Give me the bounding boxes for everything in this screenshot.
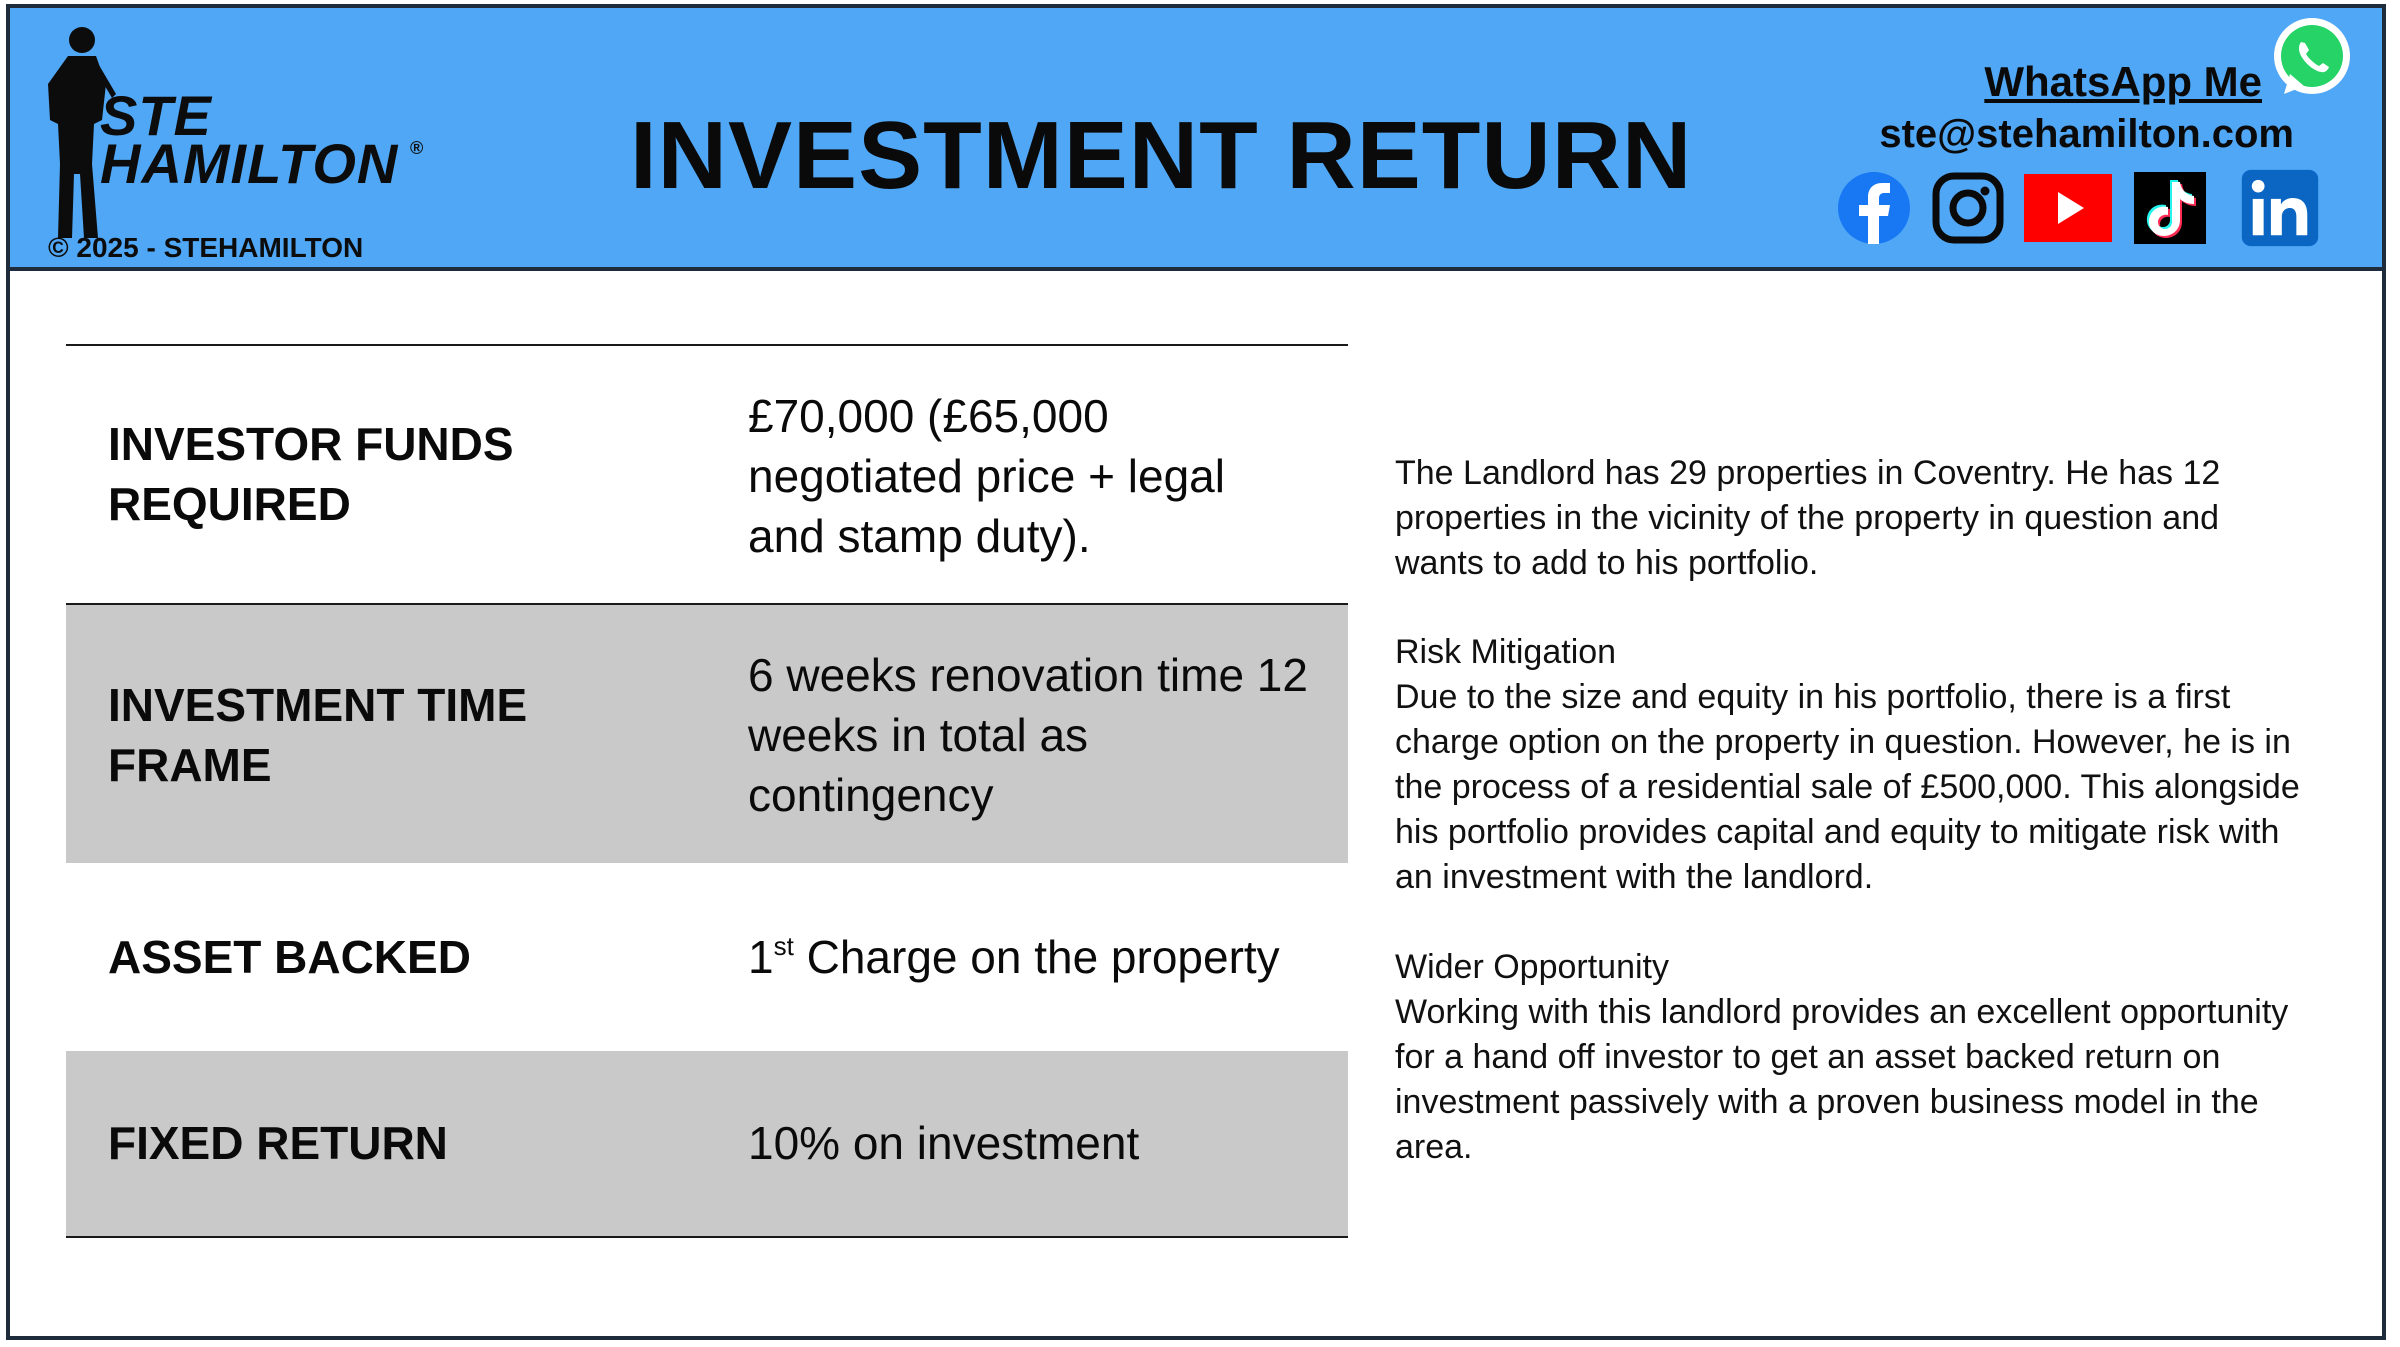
risk-mitigation-heading: Risk Mitigation [1395,633,1617,671]
table-bottom-rule [66,1236,1348,1238]
row-value-fixed-return: 10% on investment [748,1117,1140,1169]
table-row [66,346,1348,604]
row-value-time-frame: 6 weeks renovation time 12 weeks in total as contingency [748,649,1308,821]
value-ordinal: 1 [748,931,774,983]
value-ordinal-suffix: st [773,931,794,961]
row-label-time-frame: INVESTMENT TIME FRAME [108,679,528,791]
wider-opportunity-text: Working with this landlord provides an excellent opportunity for a hand off investor to get an asset backed return on investment passively with a proven business model in the area. [1395,993,2289,1166]
row-value-asset-backed [748,927,1348,987]
table-row [66,605,1348,863]
registered-mark: ® [410,138,424,158]
logo-text-hamilton: HAMILTON [100,132,399,195]
row-label-investor-funds: INVESTOR FUNDS REQUIRED [108,418,514,530]
tiktok-icon[interactable] [2132,168,2208,248]
header-banner [10,8,2382,271]
contact-email[interactable]: ste@stehamilton.com [1879,112,2294,156]
copyright-text: © 2025 - STEHAMILTON [48,232,364,263]
row-label-asset-backed: ASSET BACKED [108,931,471,983]
youtube-icon[interactable] [2022,168,2114,248]
table-row [66,1051,1348,1236]
facebook-icon[interactable] [1836,168,1912,248]
instagram-icon[interactable] [1930,168,2006,248]
row-label-fixed-return: FIXED RETURN [108,1117,448,1169]
logo-text-ste: STE [100,84,212,147]
risk-mitigation-text: Due to the size and equity in his portfolio, there is a first charge option on the property in question. However, he is in the process of a residential sale of £500,000. This alongside his portfolio provides capital and equity to mitigate risk with an investment with the landlord. [1395,678,2300,896]
wider-opportunity-heading: Wider Opportunity [1395,948,1669,986]
whatsapp-link[interactable]: WhatsApp Me [1984,58,2262,105]
linkedin-icon[interactable] [2236,168,2324,248]
page-title: INVESTMENT RETURN [630,102,1693,209]
value-text: Charge on the property [793,931,1280,983]
whatsapp-icon[interactable] [2270,16,2354,100]
landlord-intro-text: The Landlord has 29 properties in Coventry. He has 12 properties in the vicinity of the property in question and wants to add to his portfolio. [1395,454,2221,582]
brand-logo[interactable] [38,18,438,268]
table-row [66,863,1348,1051]
row-value-investor-funds: £70,000 (£65,000 negotiated price + legal and stamp duty). [748,390,1225,562]
